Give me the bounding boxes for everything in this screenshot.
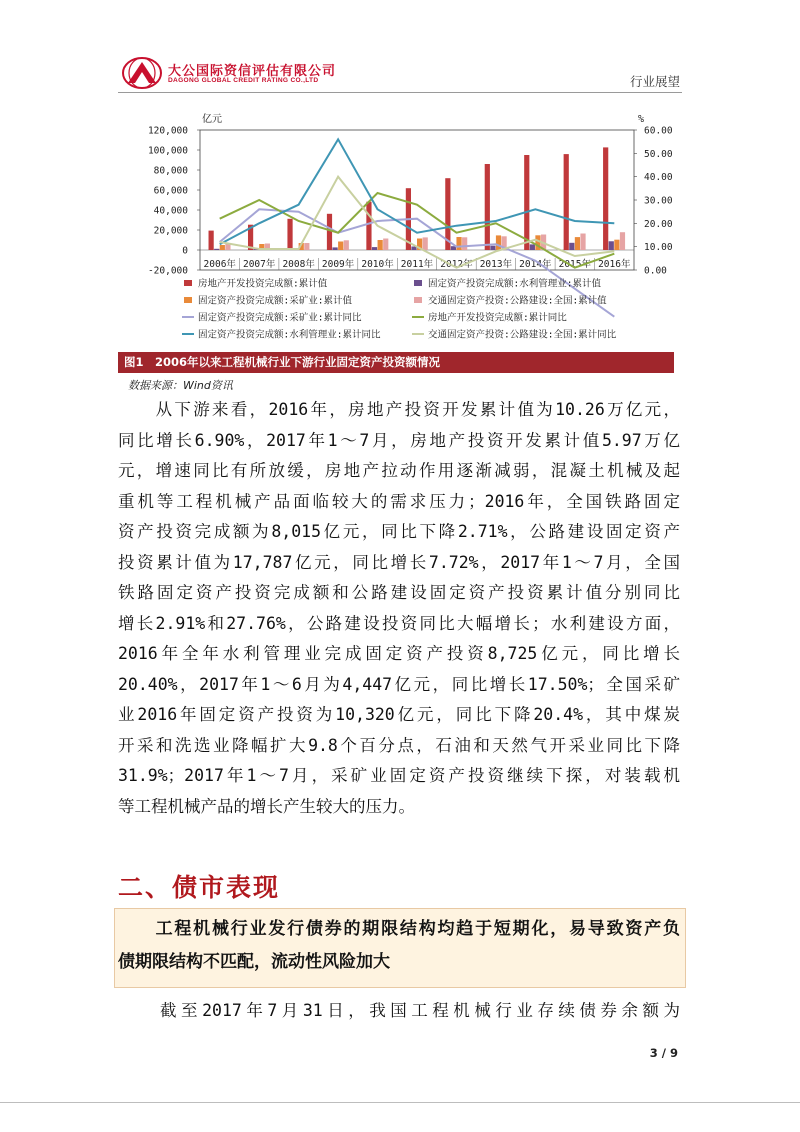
para1-line: 资产投资完成额为8,015亿元，同比下降2.71%，公路建设固定资产 bbox=[118, 522, 680, 541]
x-tick-label: 2016年 bbox=[598, 259, 631, 270]
legend-label: 固定资产投资完成额:采矿业:累计同比 bbox=[198, 312, 362, 324]
legend-swatch bbox=[414, 280, 422, 286]
x-tick-label: 2009年 bbox=[321, 259, 355, 270]
right-tick-label: 20.00 bbox=[644, 218, 673, 230]
x-tick-label: 2010年 bbox=[361, 259, 394, 270]
bar bbox=[209, 231, 214, 250]
legend-label: 房地产开发投资完成额:累计同比 bbox=[428, 312, 567, 324]
para1-line: 元，增速同比有所放缓，房地产拉动作用逐渐减弱，混凝土机械及起 bbox=[118, 461, 680, 480]
left-tick-label: 120,000 bbox=[147, 125, 188, 137]
legend-label: 固定资产投资完成额:采矿业:累计值 bbox=[198, 295, 352, 307]
bar bbox=[220, 245, 225, 250]
para1-line: 开采和洗选业降幅扩大9.8个百分点，石油和天然气开采业同比下降 bbox=[118, 735, 680, 755]
para1-line: 增长2.91%和27.76%，公路建设投资同比大幅增长；水利建设方面， bbox=[118, 613, 680, 633]
bar bbox=[564, 154, 569, 250]
bar bbox=[366, 202, 371, 250]
x-tick-label: 2013年 bbox=[479, 259, 513, 270]
bar bbox=[603, 147, 608, 250]
series-line bbox=[220, 177, 615, 268]
figure-caption: 图1 2006年以来工程机械行业下游行业固定资产投资额情况 bbox=[118, 352, 674, 373]
x-tick-label: 2007年 bbox=[242, 259, 276, 270]
bar bbox=[569, 243, 574, 250]
bar bbox=[327, 214, 332, 250]
bar bbox=[383, 239, 388, 251]
bar bbox=[344, 240, 349, 250]
bar bbox=[456, 237, 461, 250]
bar bbox=[462, 237, 467, 250]
x-tick-label: 2012年 bbox=[440, 259, 473, 270]
highlight-line: 债期限结构不匹配，流动性风险加大 bbox=[118, 952, 390, 972]
left-tick-label: -20,000 bbox=[147, 265, 188, 277]
legend-label: 房地产开发投资完成额:累计值 bbox=[198, 278, 328, 290]
para1-line: 铁路固定资产投资完成额和公路建设固定资产投资累计值分别同比 bbox=[118, 583, 680, 602]
paragraph-downstream bbox=[118, 395, 680, 822]
bar bbox=[338, 242, 343, 251]
bar bbox=[575, 237, 580, 250]
bar bbox=[580, 234, 585, 251]
bar bbox=[304, 243, 309, 250]
bar bbox=[378, 240, 383, 250]
right-tick-label: 60.00 bbox=[644, 125, 673, 137]
bar bbox=[225, 244, 230, 250]
x-tick-label: 2008年 bbox=[282, 259, 315, 270]
left-tick-label: 20,000 bbox=[153, 225, 188, 237]
highlight-line: 工程机械行业发行债券的期限结构均趋于短期化，易导致资产负 bbox=[118, 919, 680, 939]
bar bbox=[372, 247, 377, 250]
header-rule bbox=[118, 92, 682, 93]
bar bbox=[524, 155, 529, 250]
x-tick-label: 2015年 bbox=[558, 259, 592, 270]
para1-line: 从下游来看，2016年，房地产投资开发累计值为10.26万亿元， bbox=[118, 400, 680, 419]
right-tick-label: 10.00 bbox=[644, 242, 673, 254]
investment-chart bbox=[118, 108, 682, 348]
bar bbox=[490, 246, 495, 250]
right-axis-unit: % bbox=[638, 114, 645, 125]
right-tick-label: 40.00 bbox=[644, 172, 673, 184]
data-source: 数据来源：Wind资讯 bbox=[128, 379, 233, 392]
para1-line: 20.40%，2017年1～6月为4,447亿元，同比增长17.50%；全国采矿 bbox=[118, 674, 680, 694]
series-line bbox=[220, 193, 615, 268]
right-tick-label: 30.00 bbox=[644, 195, 673, 207]
bar bbox=[530, 244, 535, 250]
section-title: 行业展望 bbox=[629, 74, 680, 89]
company-name-cn: 大公国际资信评估有限公司 bbox=[168, 64, 337, 79]
para1-line: 业2016年固定资产投资为10,320亿元，同比下降20.4%，其中煤炭 bbox=[118, 705, 680, 724]
legend-label: 交通固定资产投资:公路建设:全国:累计值 bbox=[428, 295, 607, 307]
x-tick-label: 2006年 bbox=[203, 259, 236, 270]
para1-line: 2016年全年水利管理业完成固定资产投资8,725亿元，同比增长 bbox=[118, 644, 680, 663]
dagong-logo bbox=[122, 56, 162, 90]
bar bbox=[332, 247, 337, 250]
para1-line: 重机等工程机械产品面临较大的需求压力；2016年，全国铁路固定 bbox=[118, 491, 680, 511]
bar bbox=[485, 164, 490, 250]
left-tick-label: 100,000 bbox=[147, 145, 188, 157]
highlight-text bbox=[118, 913, 680, 979]
company-name-en: DAGONG GLOBAL CREDIT RATING CO.,LTD bbox=[168, 77, 319, 84]
bar bbox=[614, 240, 619, 250]
bar bbox=[609, 241, 614, 250]
para1-line: 等工程机械产品的增长产生较大的压力。 bbox=[118, 796, 415, 816]
series-line bbox=[220, 139, 615, 244]
legend-swatch bbox=[414, 297, 422, 303]
section-heading: 二、债市表现 bbox=[118, 873, 281, 902]
bar bbox=[620, 232, 625, 250]
bar bbox=[214, 249, 219, 250]
paragraph-bond-balance bbox=[118, 996, 680, 1027]
legend-label: 固定资产投资完成额:水利管理业:累计值 bbox=[428, 278, 601, 290]
right-tick-label: 50.00 bbox=[644, 148, 673, 160]
legend-label: 交通固定资产投资:公路建设:全国:累计同比 bbox=[428, 329, 617, 341]
para1-line: 投资累计值为17,787亿元，同比增长7.72%，2017年1～7月，全国 bbox=[118, 552, 680, 572]
left-tick-label: 80,000 bbox=[153, 165, 188, 177]
bar bbox=[496, 235, 501, 250]
page-number: 3 / 9 bbox=[649, 1046, 678, 1060]
bar bbox=[287, 219, 292, 250]
legend-swatch bbox=[184, 297, 192, 303]
para1-line: 同比增长6.90%，2017年1～7月，房地产投资开发累计值5.97万亿 bbox=[118, 430, 680, 450]
footer-rule bbox=[0, 1102, 800, 1103]
right-tick-label: 0.00 bbox=[644, 265, 667, 277]
left-tick-label: 60,000 bbox=[153, 185, 188, 197]
para1-line: 31.9%；2017年1～7月，采矿业固定资产投资继续下探，对装载机 bbox=[118, 766, 680, 785]
legend-label: 固定资产投资完成额:水利管理业:累计同比 bbox=[198, 329, 381, 341]
bar bbox=[423, 237, 428, 250]
left-axis-unit: 亿元 bbox=[202, 114, 222, 125]
x-tick-label: 2011年 bbox=[400, 259, 434, 270]
x-tick-label: 2014年 bbox=[519, 259, 552, 270]
legend-swatch bbox=[184, 280, 192, 286]
para2-line: 截至2017年7月31日，我国工程机械行业存续债券余额为 bbox=[118, 1001, 680, 1020]
left-tick-label: 0 bbox=[182, 245, 188, 257]
left-tick-label: 40,000 bbox=[153, 205, 188, 217]
